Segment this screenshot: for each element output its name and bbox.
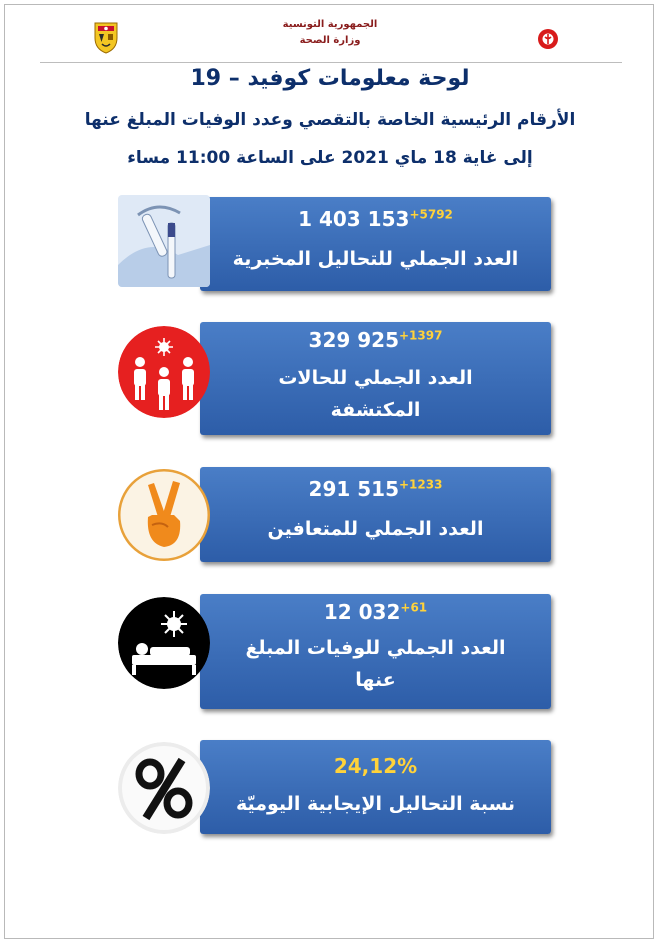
stat-delta: +1397 xyxy=(399,328,443,343)
stat-label-line: العدد الجملي للحالات xyxy=(278,367,473,389)
page-subtitle: الأرقام الرئيسية الخاصة بالتقصي وعدد الوفيات المبلغ عنها xyxy=(84,110,576,130)
stat-value xyxy=(200,600,551,624)
stat-number: 12 032 xyxy=(323,600,401,624)
victory-hand-icon xyxy=(118,469,210,561)
stat-value xyxy=(200,328,551,352)
stat-card-lab-tests xyxy=(200,197,551,291)
infected-people-icon xyxy=(118,326,210,418)
header-divider xyxy=(40,62,622,63)
report-date: إلى غاية 18 ماي 2021 على الساعة 11:00 مساء xyxy=(127,148,533,168)
ministry-of-health-logo-icon xyxy=(537,28,559,50)
stat-label-line: المكتشفة xyxy=(330,399,421,421)
stat-label-line: العدد الجملي للوفيات المبلغ xyxy=(245,637,506,659)
stat-label xyxy=(214,632,537,696)
tunisia-coat-of-arms-icon xyxy=(92,20,120,54)
stat-delta: +1233 xyxy=(399,477,443,492)
stat-card-confirmed-cases xyxy=(200,322,551,435)
stat-number: 291 515 xyxy=(308,477,399,501)
stat-label xyxy=(214,362,537,426)
stat-label: العدد الجملي للتحاليل المخبرية xyxy=(232,248,519,270)
stat-value xyxy=(200,477,551,501)
deceased-icon xyxy=(118,597,210,689)
stat-label: نسبة التحاليل الإيجابية اليوميّة xyxy=(235,793,516,815)
lab-test-icon xyxy=(118,195,210,287)
government-header xyxy=(200,17,460,49)
stat-number: 329 925 xyxy=(308,328,399,352)
ministry-name: وزارة الصحة xyxy=(299,35,361,46)
stat-number: 1 403 153 xyxy=(298,207,410,231)
stat-number: 24,12% xyxy=(333,754,418,778)
percent-icon xyxy=(118,742,210,834)
stat-value xyxy=(200,207,551,231)
page-title: لوحة معلومات كوفيد – 19 xyxy=(190,66,470,91)
stat-label-line: عنها xyxy=(355,669,396,691)
stat-delta: +5792 xyxy=(409,207,453,222)
stat-label: العدد الجملي للمتعافين xyxy=(267,518,484,540)
stat-card-positivity-rate xyxy=(200,740,551,834)
country-name: الجمهورية التونسية xyxy=(282,19,378,30)
stat-card-recovered xyxy=(200,467,551,562)
stat-card-deaths xyxy=(200,594,551,709)
stat-delta: +61 xyxy=(400,600,428,615)
